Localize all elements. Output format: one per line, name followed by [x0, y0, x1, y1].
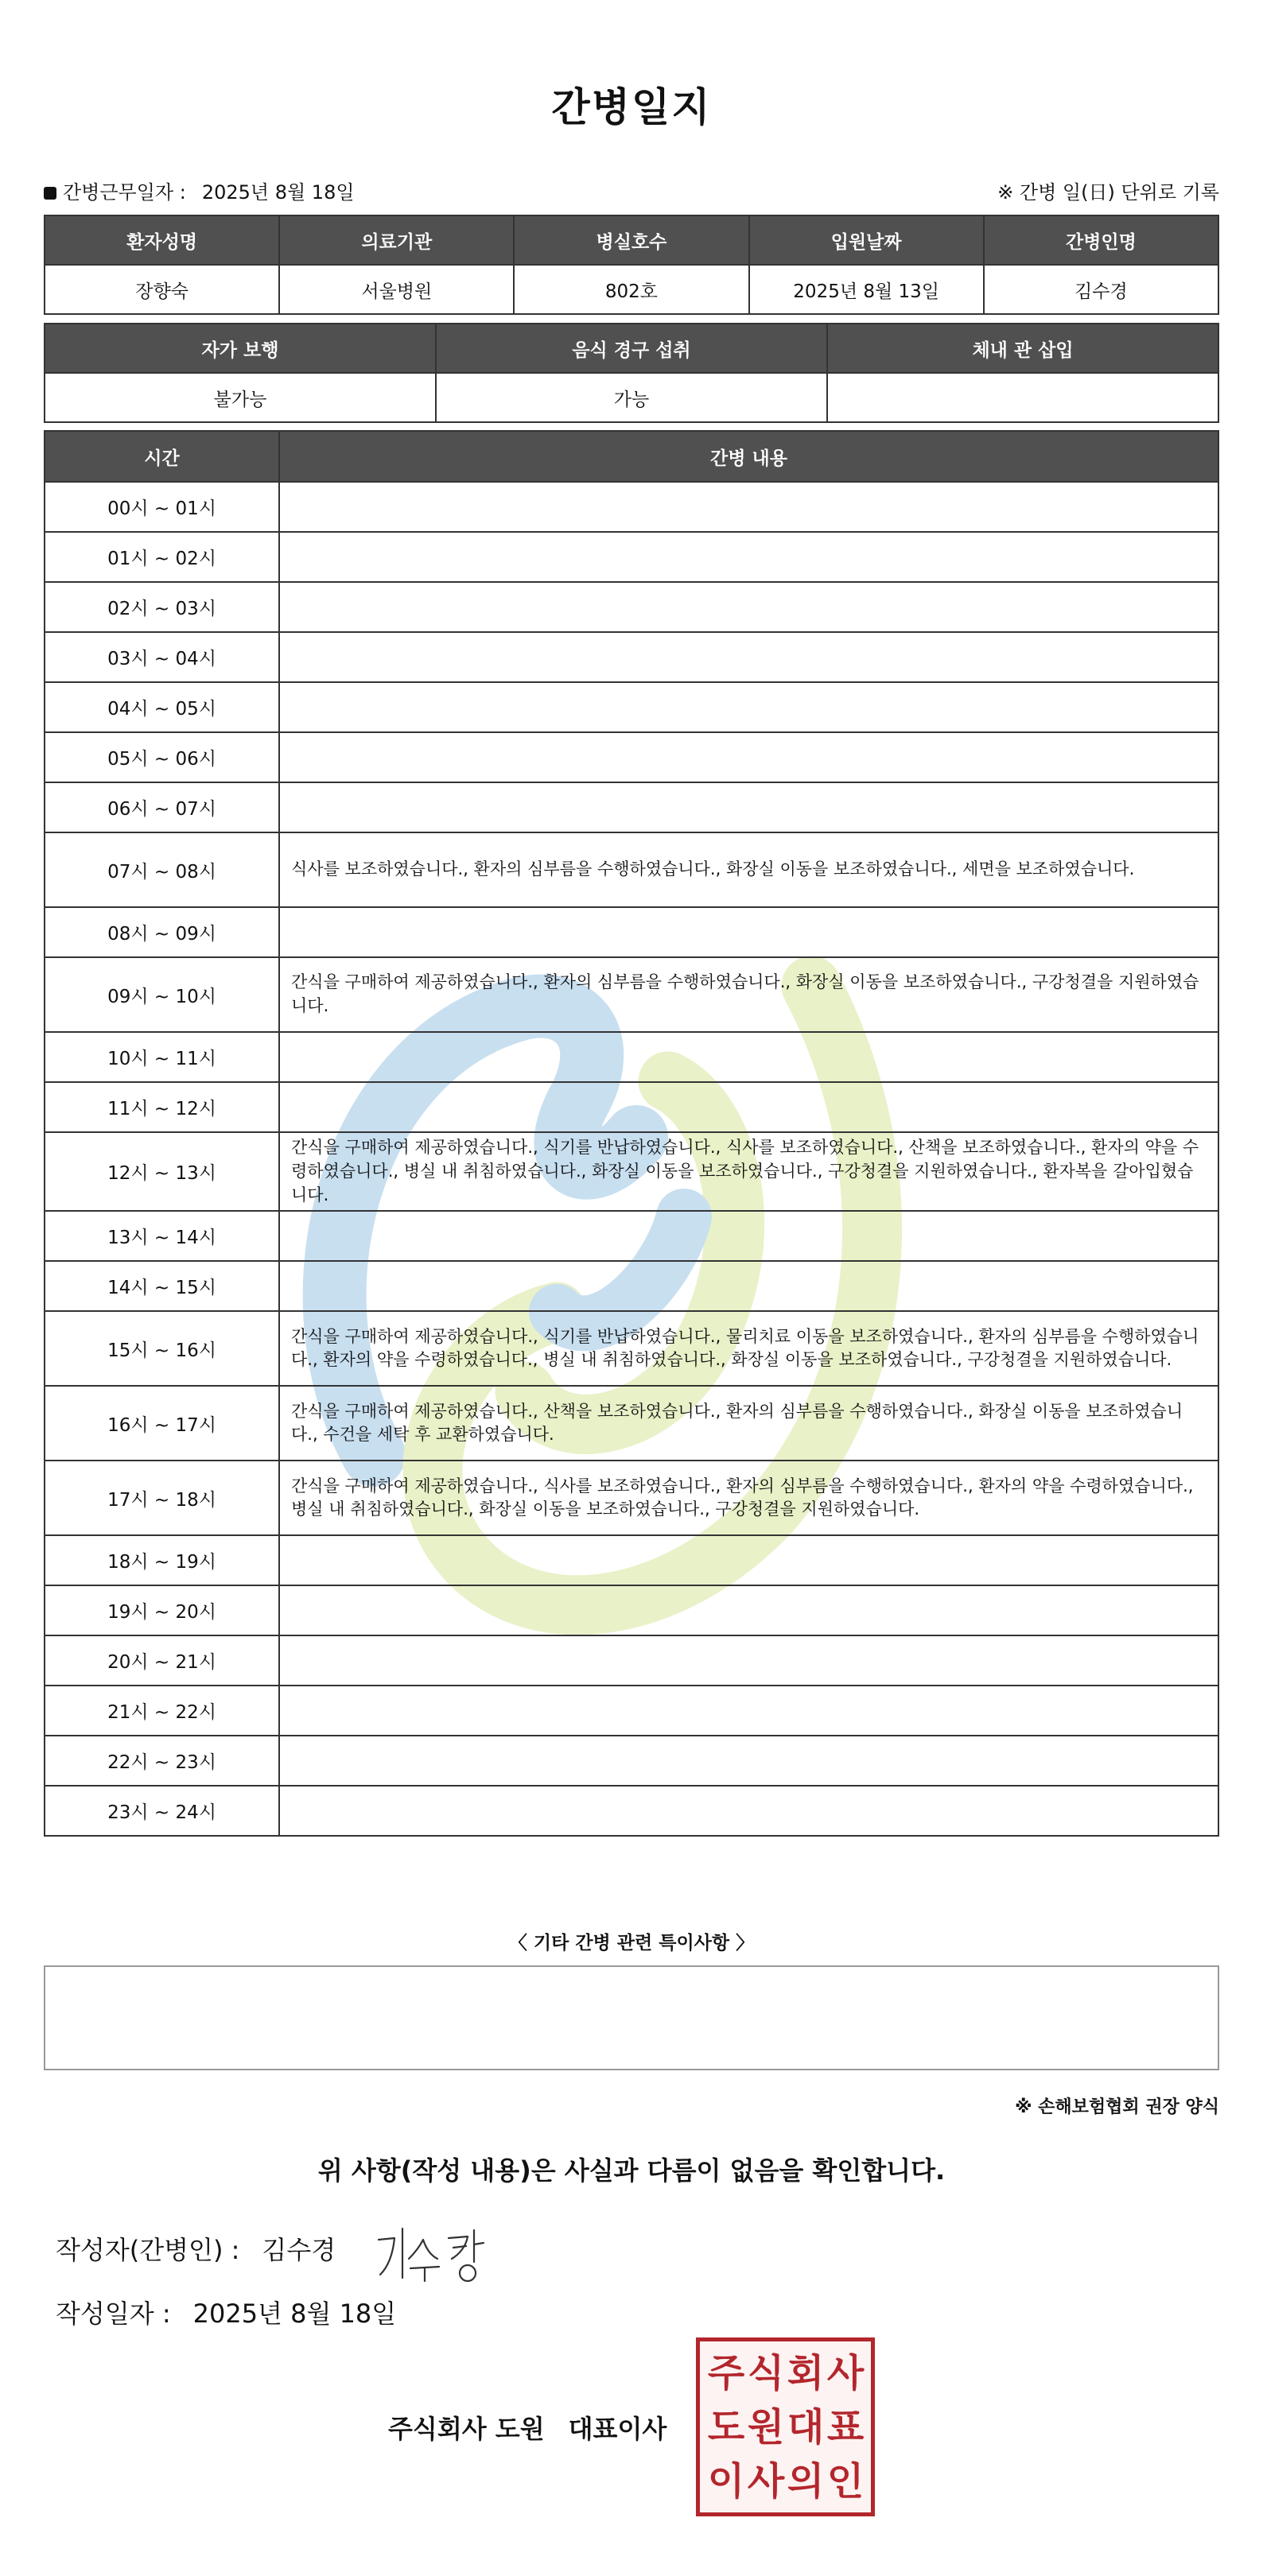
- seal-character: 이: [707, 2459, 745, 2504]
- tube-insertion-value: [827, 373, 1218, 422]
- confirmation-statement: 위 사항(작성 내용)은 사실과 다름이 없음을 확인합니다.: [317, 2155, 946, 2186]
- writer-name: 김수경: [262, 2235, 336, 2265]
- log-content: [279, 632, 1218, 682]
- work-date-value: 2025년 8월 18일: [201, 181, 355, 204]
- remark-title: 〈 기타 간병 관련 특이사항 〉: [508, 1933, 755, 1953]
- header-care-content: 간병 내용: [279, 431, 1218, 482]
- header-caregiver: 간병인명: [984, 215, 1218, 265]
- log-row: [45, 1635, 1218, 1686]
- seal-character: 사: [747, 2459, 785, 2504]
- log-content: [279, 1261, 1218, 1311]
- header-patient-name: 환자성명: [45, 215, 279, 265]
- log-content: 간식을 구매하여 제공하였습니다., 식기를 반납하였습니다., 식사를 보조하였습니다., 산책을 보조하였습니다., 환자의 약을 수령하였습니다., 병실 내 취침하였습니다., 화장실 이동을 보조하였습니다., 구강청결을 지원하였습니다., 환자복을 갈아입혔습니다.: [279, 1132, 1218, 1211]
- log-row: [45, 1032, 1218, 1082]
- log-time: 04시 ~ 05시: [45, 682, 279, 732]
- log-time: 06시 ~ 07시: [45, 782, 279, 832]
- log-row: [45, 732, 1218, 782]
- seal-character: 회: [787, 2351, 825, 2396]
- seal-character: 식: [747, 2351, 785, 2396]
- remark-box: [44, 1965, 1219, 2070]
- log-row: [45, 957, 1218, 1032]
- log-time: 10시 ~ 11시: [45, 1032, 279, 1082]
- log-row: [45, 832, 1218, 907]
- log-content: [279, 1635, 1218, 1686]
- patient-value-row: [45, 265, 1218, 314]
- log-time: 02시 ~ 03시: [45, 582, 279, 632]
- log-content: [279, 907, 1218, 957]
- log-content: [279, 1082, 1218, 1132]
- header-self-walking: 자가 보행: [45, 324, 436, 373]
- log-row: [45, 1211, 1218, 1261]
- log-header-row: [45, 431, 1218, 482]
- log-content: 간식을 구매하여 제공하였습니다., 환자의 심부름을 수행하였습니다., 화장실 이동을 보조하였습니다., 구강청결을 지원하였습니다.: [279, 957, 1218, 1032]
- log-row: [45, 482, 1218, 532]
- log-time: 09시 ~ 10시: [45, 957, 279, 1032]
- log-content: [279, 682, 1218, 732]
- log-time: 12시 ~ 13시: [45, 1132, 279, 1211]
- writer-line: [56, 2230, 336, 2267]
- date-value: 2025년 8월 18일: [192, 2299, 397, 2329]
- seal-character: 대: [787, 2405, 825, 2450]
- care-log-table: [44, 430, 1219, 1837]
- log-row: [45, 1261, 1218, 1311]
- log-time: 20시 ~ 21시: [45, 1635, 279, 1686]
- room-number: 802호: [514, 265, 748, 314]
- log-time: 13시 ~ 14시: [45, 1211, 279, 1261]
- log-time: 03시 ~ 04시: [45, 632, 279, 682]
- caregiver-name: 김수경: [984, 265, 1218, 314]
- header-tube-insertion: 체내 관 삽입: [827, 324, 1218, 373]
- hospital: 서울병원: [279, 265, 514, 314]
- handwritten-signature: [374, 2222, 501, 2286]
- log-time: 22시 ~ 23시: [45, 1736, 279, 1786]
- log-time: 19시 ~ 20시: [45, 1585, 279, 1635]
- log-time: 17시 ~ 18시: [45, 1461, 279, 1535]
- log-content: [279, 1211, 1218, 1261]
- log-content: [279, 732, 1218, 782]
- self-walking-value: 불가능: [45, 373, 436, 422]
- page-title: 간병일지: [551, 84, 712, 130]
- log-row: [45, 1686, 1218, 1736]
- representative-title: 대표이사: [568, 2414, 667, 2444]
- log-content: 간식을 구매하여 제공하였습니다., 식기를 반납하였습니다., 물리치료 이동을 보조하였습니다., 환자의 심부름을 수행하였습니다., 환자의 약을 수령하였습니다., 병실 내 취침하였습니다., 화장실 이동을 보조하였습니다., 구강청결을 지원하였습니다.: [279, 1311, 1218, 1386]
- patient-header-row: [45, 215, 1218, 265]
- writer-label: 작성자(간병인) :: [56, 2235, 240, 2265]
- admission-date: 2025년 8월 13일: [749, 265, 984, 314]
- form-note: ※ 손해보험협회 권장 양식: [1015, 2097, 1219, 2117]
- log-content: [279, 482, 1218, 532]
- log-time: 00시 ~ 01시: [45, 482, 279, 532]
- oral-intake-value: 가능: [436, 373, 827, 422]
- log-content: 간식을 구매하여 제공하였습니다., 산책을 보조하였습니다., 환자의 심부름을 수행하였습니다., 화장실 이동을 보조하였습니다., 수건을 세탁 후 교환하였습니다.: [279, 1386, 1218, 1461]
- header-hospital: 의료기관: [279, 215, 514, 265]
- patient-name: 장향숙: [45, 265, 279, 314]
- company-line: [388, 2409, 666, 2446]
- log-time: 23시 ~ 24시: [45, 1786, 279, 1836]
- header-admission-date: 입원날짜: [749, 215, 984, 265]
- log-time: 05시 ~ 06시: [45, 732, 279, 782]
- log-content: [279, 1032, 1218, 1082]
- seal-character: 도: [707, 2405, 745, 2450]
- log-body: [45, 482, 1218, 1836]
- header-room: 병실호수: [514, 215, 748, 265]
- log-content: 간식을 구매하여 제공하였습니다., 식사를 보조하였습니다., 환자의 심부름을 수행하였습니다., 환자의 약을 수령하였습니다., 병실 내 취침하였습니다., 화장실 이동을 보조하였습니다., 구강청결을 지원하였습니다.: [279, 1461, 1218, 1535]
- work-date: [44, 177, 355, 204]
- log-time: 15시 ~ 16시: [45, 1311, 279, 1386]
- log-row: [45, 907, 1218, 957]
- log-content: [279, 1786, 1218, 1836]
- seal-character: 표: [826, 2405, 865, 2450]
- status-header-row: [45, 324, 1218, 373]
- seal-character: 사: [826, 2351, 865, 2396]
- log-time: 08시 ~ 09시: [45, 907, 279, 957]
- log-row: [45, 632, 1218, 682]
- patient-status-table: [44, 323, 1219, 423]
- record-unit-note: ※ 간병 일(日) 단위로 기록: [997, 181, 1219, 204]
- log-row: [45, 682, 1218, 732]
- log-row: [45, 1461, 1218, 1535]
- log-row: [45, 1386, 1218, 1461]
- header-oral-intake: 음식 경구 섭취: [436, 324, 827, 373]
- seal-character: 의: [787, 2459, 825, 2504]
- company-name: 주식회사 도원: [388, 2414, 545, 2444]
- log-content: [279, 1736, 1218, 1786]
- header-time: 시간: [45, 431, 279, 482]
- log-row: [45, 582, 1218, 632]
- log-time: 18시 ~ 19시: [45, 1535, 279, 1585]
- log-content: [279, 532, 1218, 582]
- log-row: [45, 1786, 1218, 1836]
- log-time: 07시 ~ 08시: [45, 832, 279, 907]
- log-content: [279, 782, 1218, 832]
- log-content: [279, 582, 1218, 632]
- log-row: [45, 1535, 1218, 1585]
- work-date-label: 간병근무일자 :: [63, 181, 186, 204]
- log-row: [45, 1311, 1218, 1386]
- log-time: 16시 ~ 17시: [45, 1386, 279, 1461]
- log-time: 11시 ~ 12시: [45, 1082, 279, 1132]
- seal-character: 주: [707, 2351, 745, 2396]
- patient-info-table: [44, 215, 1219, 315]
- log-content: [279, 1686, 1218, 1736]
- log-row: [45, 782, 1218, 832]
- log-row: [45, 1585, 1218, 1635]
- log-time: 14시 ~ 15시: [45, 1261, 279, 1311]
- log-row: [45, 1082, 1218, 1132]
- bullet-square-icon: [44, 187, 56, 200]
- status-value-row: [45, 373, 1218, 422]
- log-content: [279, 1535, 1218, 1585]
- writing-date-line: [56, 2294, 396, 2330]
- log-content: 식사를 보조하였습니다., 환자의 심부름을 수행하였습니다., 화장실 이동을 보조하였습니다., 세면을 보조하였습니다.: [279, 832, 1218, 907]
- seal-characters: [706, 2346, 865, 2508]
- log-row: [45, 1736, 1218, 1786]
- log-row: [45, 1132, 1218, 1211]
- seal-character: 인: [826, 2459, 865, 2504]
- date-label: 작성일자 :: [56, 2299, 171, 2329]
- log-time: 21시 ~ 22시: [45, 1686, 279, 1736]
- seal-character: 원: [747, 2405, 785, 2450]
- log-content: [279, 1585, 1218, 1635]
- company-seal-stamp: [696, 2337, 875, 2516]
- log-time: 01시 ~ 02시: [45, 532, 279, 582]
- log-row: [45, 532, 1218, 582]
